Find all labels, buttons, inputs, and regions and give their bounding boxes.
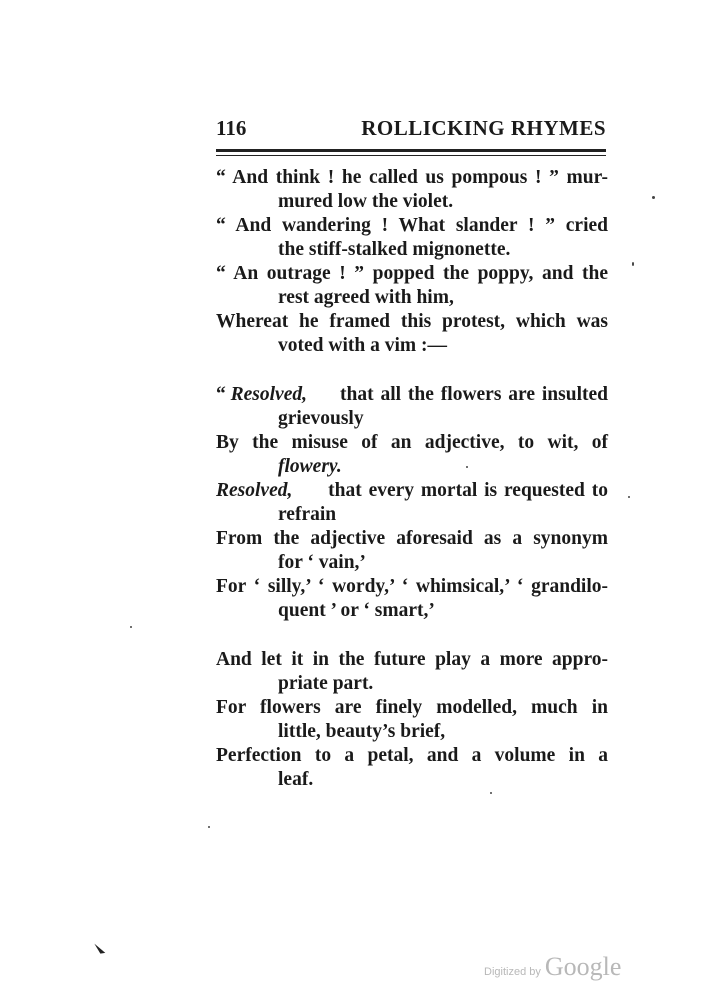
verse-line-first: And let it in the future play a more appro- [216,649,608,670]
page-title: ROLLICKING RHYMES [361,116,606,140]
verse-line-continuation: for ‘ vain,’ [278,552,366,573]
verse-text: that all the flowers are insulted [333,384,608,405]
poem-body [216,166,608,792]
scan-speck [490,792,492,794]
verse-line [216,166,608,214]
page-number: 116 [216,116,247,140]
stanza-break [216,358,608,383]
verse-line-first: By the misuse of an adjective, to wit, of [216,432,608,453]
scan-speck [466,466,468,468]
watermark-label: Digitized by [484,966,541,978]
verse-line [216,310,608,358]
header-double-rule [216,149,606,156]
verse-line-first: “ And wandering ! What slander ! ” cried [216,215,608,236]
digitization-watermark [484,952,621,982]
verse-line [216,431,608,479]
verse-line-first: For ‘ silly,’ ‘ wordy,’ ‘ whimsical,’ ‘ grandilo- [216,576,608,597]
running-header [216,116,606,141]
verse-line-first: For flowers are finely modelled, much in [216,697,608,718]
verse-line-first: “ An outrage ! ” popped the poppy, and the [216,263,608,284]
verse-line [216,214,608,262]
verse-line-first: From the adjective aforesaid as a synonym [216,528,608,549]
verse-line [216,696,608,744]
verse-line-first: Perfection to a petal, and a volume in a [216,745,608,766]
watermark-brand: Google [544,952,622,981]
scan-speck [628,496,630,498]
verse-line-continuation: flowery. [278,456,342,477]
stanza-2 [216,383,608,623]
stanza-break [216,623,608,648]
scan-speck [130,626,132,628]
verse-line-first [216,383,608,407]
verse-line-continuation: priate part. [278,673,374,694]
verse-text: that every mortal is requested to [321,480,608,501]
verse-line [216,479,608,527]
stanza-1 [216,166,608,358]
scan-speck [632,262,634,266]
resolved-word: Resolved, [230,384,307,405]
verse-line [216,262,608,310]
stanza-3 [216,648,608,792]
verse-line-continuation: mured low the violet. [278,191,454,212]
verse-line [216,575,608,623]
verse-line-first: Whereat he framed this protest, which was [216,311,608,332]
verse-line-first: “ And think ! he called us pompous ! ” mur- [216,167,608,188]
scan-speck [208,826,210,828]
scan-speck [652,196,655,199]
verse-line-continuation: the stiff-stalked mignonette. [278,239,511,260]
verse-line [216,383,608,431]
verse-line [216,527,608,575]
verse-line [216,648,608,696]
verse-line-continuation: quent ’ or ‘ smart,’ [278,600,435,621]
verse-line-continuation: rest agreed with him, [278,287,454,308]
resolved-word: Resolved, [216,480,293,501]
verse-line-continuation: voted with a vim :— [278,335,447,356]
verse-line-first [216,479,608,503]
verse-line-continuation: little, beauty’s brief, [278,721,446,742]
opening-quote: “ [216,384,231,405]
verse-line-continuation: leaf. [278,769,314,790]
scan-smudge [91,943,109,958]
verse-line [216,744,608,792]
verse-line-continuation: grievously [278,408,364,429]
verse-line-continuation: refrain [278,504,337,525]
